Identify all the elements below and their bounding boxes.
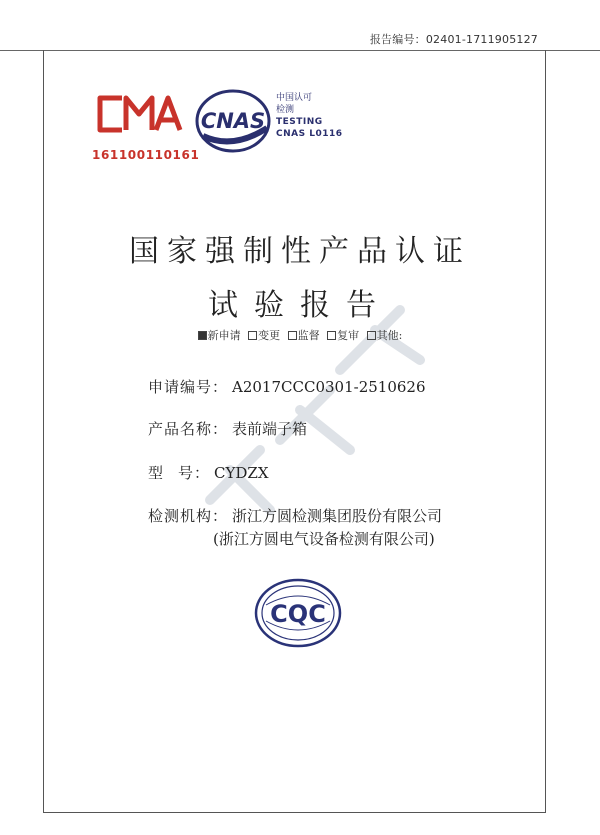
checkbox-icon[interactable] <box>288 331 297 340</box>
checkbox-icon[interactable] <box>367 331 376 340</box>
cnas-line3: TESTING <box>276 117 323 127</box>
cnas-line1: 中国认可 <box>276 93 313 103</box>
checkbox-checked-icon[interactable] <box>198 331 207 340</box>
option-label: 监督 <box>297 329 320 342</box>
cnas-caption <box>276 92 343 140</box>
field-label <box>148 462 210 483</box>
option-label: 复审 <box>337 329 360 342</box>
field-value: 表前端子箱 <box>232 420 308 438</box>
option-label: 新申请 <box>207 329 241 342</box>
svg-text:CQC: CQC <box>270 600 326 628</box>
cnas-line2: 检测 <box>276 105 295 115</box>
option-supervision[interactable] <box>288 327 320 343</box>
svg-text:CNAS: CNAS <box>200 109 266 133</box>
field-product-name <box>148 418 307 439</box>
option-review[interactable] <box>327 327 359 343</box>
application-type-options <box>0 327 600 343</box>
checkbox-icon[interactable] <box>327 331 336 340</box>
field-label: 检测机构： <box>148 507 229 525</box>
field-lab-sub: (浙江方圆电气设备检测有限公司) <box>213 530 435 548</box>
option-label: 变更 <box>258 329 281 342</box>
title-line2: 试验报告 <box>208 288 392 323</box>
option-new[interactable] <box>198 327 241 343</box>
option-other[interactable] <box>367 327 403 343</box>
field-value: 浙江方圆检测集团股份有限公司 <box>232 507 443 525</box>
field-label: 申请编号： <box>148 378 229 396</box>
field-value: A2017CCC0301-2510626 <box>232 378 426 396</box>
field-lab <box>148 505 442 526</box>
field-application-no <box>148 376 426 397</box>
field-label-part: 型 <box>148 464 165 482</box>
cnas-logo-icon <box>193 86 283 156</box>
cnas-line4: CNAS L0116 <box>276 129 343 139</box>
field-label: 产品名称： <box>148 420 229 438</box>
cma-seal-icon <box>92 92 184 136</box>
field-model <box>148 462 269 483</box>
title-line1: 国家强制性产品认证 <box>129 234 471 269</box>
option-label: 其他: <box>376 329 403 342</box>
field-label-part: 号： <box>177 464 210 482</box>
checkbox-icon[interactable] <box>248 331 257 340</box>
option-change[interactable] <box>248 327 280 343</box>
report-number: 报告编号：02401-1711905127 <box>369 33 538 46</box>
cqc-logo-icon <box>252 577 344 649</box>
field-value: CYDZX <box>214 464 269 482</box>
cma-number: 161100110161 <box>92 148 200 162</box>
